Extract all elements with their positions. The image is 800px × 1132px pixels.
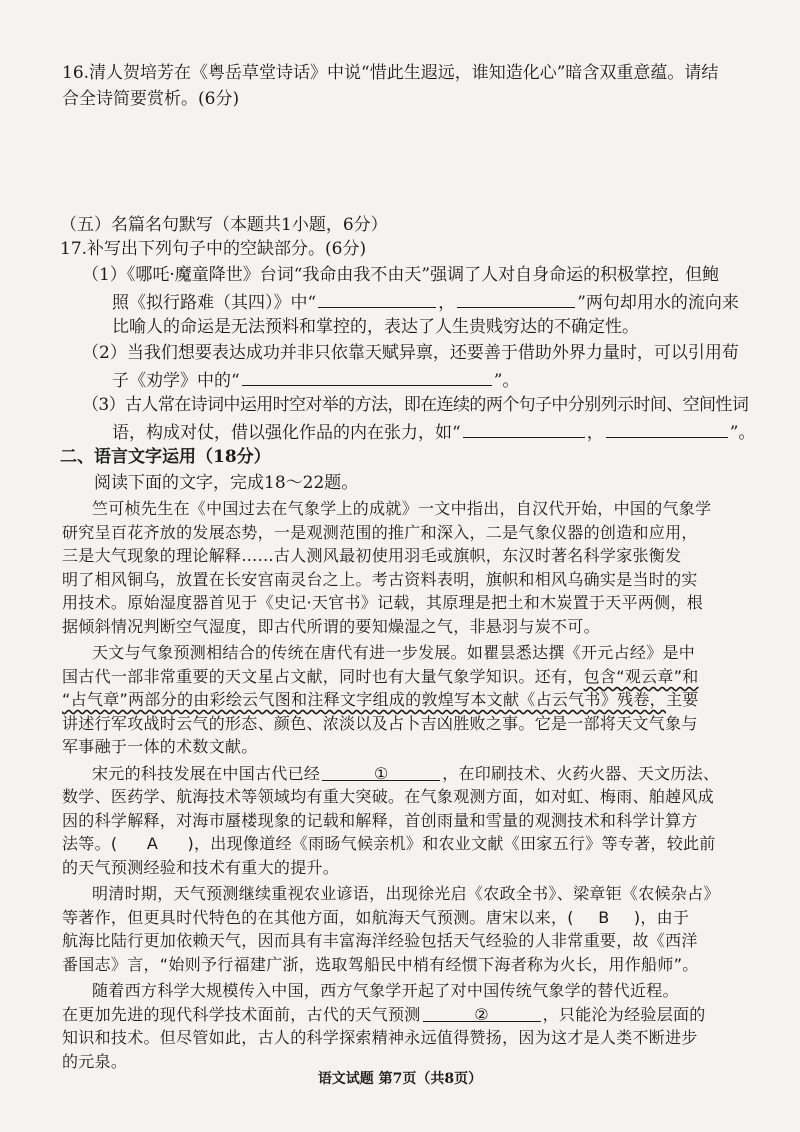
- q17-item2-text-a: 子《劝学》中的“: [112, 371, 240, 391]
- blank-b-label[interactable]: B: [598, 908, 610, 927]
- q17-item1-text-a: 照《拟行路难（其四）》中“: [112, 293, 317, 313]
- q16-line1: 16.清人贺培芳在《粤岳草堂诗话》中说“惜此生遐远，谁知造化心”暗含双重意蕴。请结: [62, 63, 719, 83]
- answer-blank-3[interactable]: [242, 368, 492, 386]
- passage-p3-line5: 的天气预测经验和技术有重大的提升。: [62, 858, 340, 877]
- passage-p3-line3: 因的科学解释，对海市蜃楼现象的记载和解释，首创雨量和雪量的观测技术和科学计算方: [62, 811, 698, 830]
- section-2-title: 二、语言文字运用（18分）: [60, 447, 271, 467]
- passage-p2-text: 国古代一部非常重要的天文星占文献，同时也有大量气象学知识。还有，: [62, 667, 584, 686]
- wavy-underline-text-2: “占气章”两部分的由彩绘云气图和注释文字组成的敦煌写本文献《占云气书》残卷，: [62, 690, 666, 709]
- q17-item3-line2: [112, 420, 755, 444]
- passage-p2-text-b: 主要: [665, 690, 699, 709]
- q17-item3-line1: （3）古人常在诗词中运用时空对举的方法，即在连续的两个句子中分别列示时间、空间性词: [82, 395, 749, 415]
- passage-p1-line6: 据倾斜情况判断空气湿度，即古代所谓的要知燥湿之气，非悬羽与炭不可。: [62, 617, 600, 636]
- passage-p5-line3: 知识和技术。但尽管如此，古人的科学探索精神永远值得赞扬，因为这才是人类不断进步: [62, 1028, 698, 1047]
- fill-blank-1[interactable]: ①: [322, 763, 440, 781]
- q17-item3-comma: ，: [586, 423, 604, 443]
- q17-item1-line1: （1）《哪吒·魔童降世》台词“我命由我不由天”强调了人对自身命运的积极掌控，但鲍: [82, 265, 720, 285]
- q17-item1-line2: [112, 290, 739, 314]
- passage-p2-line1: 天文与气象预测相结合的传统在唐代有进一步发展。如瞿昙悉达撰《开元占经》是中: [92, 643, 696, 662]
- fill-blank-2[interactable]: ②: [423, 1004, 541, 1022]
- passage-p3-text-a: 宋元的科技发展在中国古代已经: [92, 764, 321, 783]
- passage-p4-text-b: )，由于: [633, 908, 690, 927]
- passage-p3-text-c: 法等。(: [62, 834, 118, 853]
- answer-blank-1[interactable]: [318, 290, 436, 308]
- q17-item2-line1: （2）当我们想要表达成功并非只依靠天赋异禀，还要善于借助外界力量时，可以引用荀: [82, 343, 739, 363]
- passage-p5-text-a: 在更加先进的现代科学技术面前，古代的天气预测: [62, 1005, 421, 1024]
- section-5-title: （五）名篇名句默写（本题共1小题，6分）: [60, 215, 388, 235]
- passage-p5-line4: 的元泉。: [62, 1052, 128, 1071]
- passage-p1-line3: 三是大气现象的理论解释……古人测风最初使用羽毛或旗帜，东汉时著名科学家张衡发: [62, 546, 682, 565]
- q17-item2-text-b: ”。: [493, 371, 520, 391]
- passage-p3-line1: [92, 763, 719, 785]
- passage-p2-line3: [62, 689, 699, 711]
- passage-p3-text-b: ，在印刷技术、火药火器、天文历法、: [442, 764, 720, 783]
- passage-p1-line4: 明了相风铜乌，放置在长安宫南灵台之上。考古资料表明，旗帜和相风乌确实是当时的实: [62, 570, 698, 589]
- q17-item1-text-b: ”两句却用水的流向来: [577, 293, 739, 313]
- passage-p4-line2: [62, 907, 689, 929]
- q17-item2-line2: [112, 368, 519, 392]
- answer-blank-2[interactable]: [457, 290, 575, 308]
- passage-p1-line1: 竺可桢先生在《中国过去在气象学上的成就》一文中指出，自汉代开始，中国的气象学: [92, 499, 712, 518]
- q17-item3-text-b: ”。: [729, 423, 756, 443]
- q16-line2: 合全诗简要赏析。(6分): [62, 89, 240, 109]
- section-2-intro: 阅读下面的文字，完成18～22题。: [94, 473, 359, 493]
- passage-p5-text-b: ，只能沦为经验层面的: [542, 1005, 706, 1024]
- passage-p4-line1: 明清时期，天气预测继续重视农业谚语，出现徐光启《农政全书》、梁章钜《农候杂占》: [92, 884, 720, 903]
- question-17: 17.补写出下列句子中的空缺部分。(6分): [60, 239, 367, 259]
- passage-p1-line2: 研究呈百花齐放的发展态势，一是观测范围的推广和深入，二是气象仪器的创造和应用，: [62, 523, 698, 542]
- passage-p2-line5: 军事融于一体的术数文献。: [62, 737, 258, 756]
- wavy-underline-text-1: 包含“观云章”和: [583, 667, 699, 686]
- passage-p5-line1: 随着西方科学大规模传入中国，西方气象学开起了对中国传统气象学的替代近程。: [92, 981, 679, 1000]
- passage-p4-text-a: 等著作，但更具时代特色的在其他方面，如航海天气预测。唐宋以来，(: [62, 908, 574, 927]
- passage-p3-line4: [62, 833, 716, 855]
- blank-a-label[interactable]: A: [146, 834, 159, 853]
- passage-p1-line5: 用技术。原始湿度器首见于《史记·天官书》记载，其原理是把土和木炭置于天平两侧，根: [62, 593, 704, 612]
- page-footer: 语文试题 第7页（共8页）: [317, 1071, 483, 1087]
- answer-blank-4[interactable]: [463, 420, 585, 438]
- passage-p2-line4: 讲述行军攻战时云气的形态、颜色、浓淡以及占卜吉凶胜败之事。它是一部将天文气象与: [62, 714, 698, 733]
- q17-item3-text-a: 语，构成对仗，借以强化作品的内在张力，如“: [112, 423, 461, 443]
- answer-blank-5[interactable]: [606, 420, 728, 438]
- q17-item1-line3: 比喻人的命运是无法预料和掌控的，表达了人生贵贱穷达的不确定性。: [112, 317, 639, 337]
- q17-item1-comma: ，: [438, 293, 456, 313]
- passage-p2-line2: [62, 666, 699, 688]
- passage-p3-text-d: )，出现像道经《雨旸气候亲机》和农业文献《田家五行》等专著，较此前: [187, 834, 716, 853]
- passage-p4-line4: 番国志》言，“始则予行福建广浙，选取驾船民中梢有经惯下海者称为火长，用作船师”。: [62, 955, 699, 974]
- passage-p5-line2: [62, 1004, 706, 1026]
- passage-p3-line2: 数学、医药学、航海技术等领域均有重大突破。在气象观测方面，如对虹、梅雨、舶趠风成: [62, 787, 715, 806]
- passage-p4-line3: 航海比陆行更加依赖天气，因而具有丰富海洋经验包括天气经验的人非常重要，故《西洋: [62, 931, 698, 950]
